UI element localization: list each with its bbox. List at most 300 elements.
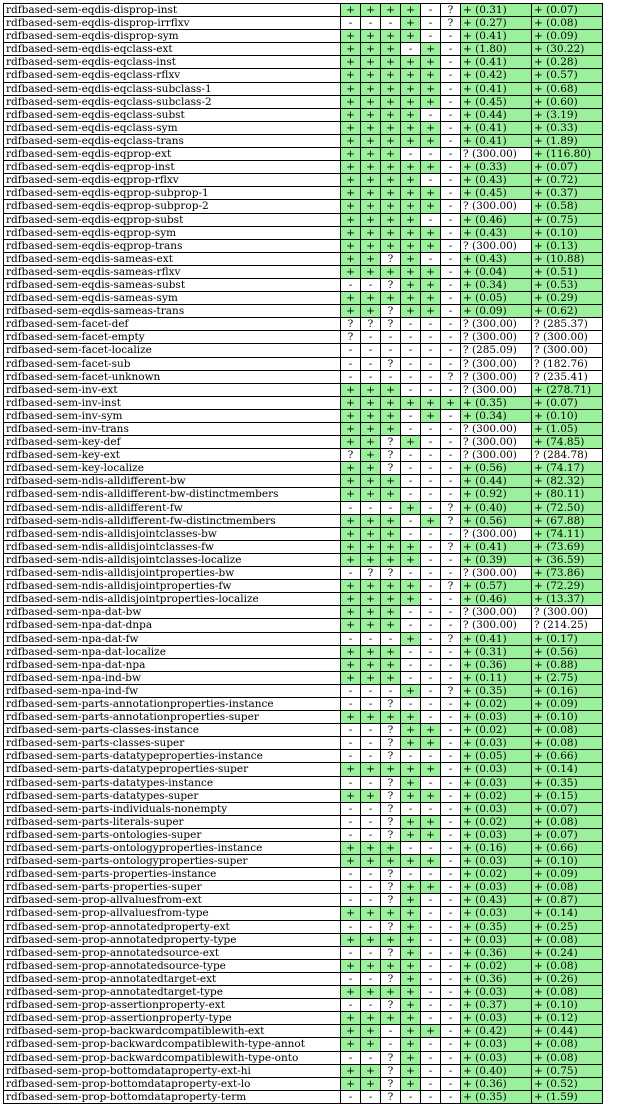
result-cell: + bbox=[421, 69, 441, 82]
result-cell: + bbox=[361, 409, 381, 422]
result-cell: - bbox=[421, 108, 441, 121]
timing-cell: + (0.43) bbox=[461, 894, 532, 907]
result-cell: + bbox=[341, 462, 361, 475]
timing-cell: + (0.52) bbox=[532, 1077, 603, 1090]
result-cell: + bbox=[401, 30, 421, 43]
test-name-cell: rdfbased-sem-key-ext bbox=[4, 449, 341, 462]
test-name-cell: rdfbased-sem-prop-backwardcompatiblewith-type-annot bbox=[4, 1038, 341, 1051]
result-cell: - bbox=[441, 881, 461, 894]
timing-cell: ? (285.37) bbox=[532, 318, 603, 331]
table-row bbox=[4, 1090, 603, 1103]
timing-cell: + (0.44) bbox=[532, 1025, 603, 1038]
test-name-cell: rdfbased-sem-eqdis-eqclass-rflxv bbox=[4, 69, 341, 82]
result-cell: + bbox=[341, 593, 361, 606]
result-cell: + bbox=[381, 4, 401, 17]
result-cell: + bbox=[381, 56, 401, 69]
result-cell: + bbox=[421, 239, 441, 252]
result-cell: + bbox=[401, 855, 421, 868]
timing-cell: + (0.08) bbox=[532, 1051, 603, 1064]
timing-cell: ? (300.00) bbox=[461, 436, 532, 449]
timing-cell: + (0.41) bbox=[461, 30, 532, 43]
result-cell: + bbox=[401, 187, 421, 200]
table-row bbox=[4, 737, 603, 750]
timing-cell: + (0.03) bbox=[461, 855, 532, 868]
timing-cell: + (0.35) bbox=[532, 776, 603, 789]
result-cell: + bbox=[361, 292, 381, 305]
table-row bbox=[4, 462, 603, 475]
result-cell: - bbox=[421, 252, 441, 265]
timing-cell: + (0.09) bbox=[532, 868, 603, 881]
timing-cell: + (0.07) bbox=[532, 161, 603, 174]
result-cell: ? bbox=[381, 828, 401, 841]
result-cell: + bbox=[381, 82, 401, 95]
result-cell: - bbox=[361, 357, 381, 370]
timing-cell: + (0.46) bbox=[461, 213, 532, 226]
result-cell: - bbox=[381, 632, 401, 645]
timing-cell: ? (300.00) bbox=[461, 148, 532, 161]
test-name-cell: rdfbased-sem-prop-allvaluesfrom-type bbox=[4, 907, 341, 920]
result-cell: + bbox=[341, 658, 361, 671]
timing-cell: ? (284.78) bbox=[532, 449, 603, 462]
table-row bbox=[4, 802, 603, 815]
result-cell: + bbox=[381, 396, 401, 409]
table-row bbox=[4, 30, 603, 43]
result-cell: + bbox=[361, 1064, 381, 1077]
result-cell: ? bbox=[381, 750, 401, 763]
result-cell: + bbox=[341, 108, 361, 121]
result-cell: + bbox=[401, 95, 421, 108]
result-cell: + bbox=[381, 514, 401, 527]
result-cell: ? bbox=[381, 789, 401, 802]
result-cell: + bbox=[361, 1038, 381, 1051]
table-row bbox=[4, 134, 603, 147]
result-cell: - bbox=[441, 200, 461, 213]
result-cell: + bbox=[361, 174, 381, 187]
result-cell: - bbox=[401, 1090, 421, 1103]
table-row bbox=[4, 946, 603, 959]
result-cell: - bbox=[441, 121, 461, 134]
test-name-cell: rdfbased-sem-parts-properties-instance bbox=[4, 868, 341, 881]
result-cell: + bbox=[361, 527, 381, 540]
results-table-body bbox=[4, 4, 603, 1104]
result-cell: + bbox=[341, 252, 361, 265]
result-cell: - bbox=[421, 501, 441, 514]
timing-cell: + (0.03) bbox=[461, 776, 532, 789]
result-cell: - bbox=[381, 1038, 401, 1051]
result-cell: + bbox=[361, 462, 381, 475]
table-row bbox=[4, 200, 603, 213]
timing-cell: + (0.12) bbox=[532, 1012, 603, 1025]
table-row bbox=[4, 43, 603, 56]
timing-cell: + (0.75) bbox=[532, 213, 603, 226]
timing-cell: + (0.03) bbox=[461, 1038, 532, 1051]
test-name-cell: rdfbased-sem-prop-annotatedtarget-type bbox=[4, 986, 341, 999]
result-cell: + bbox=[341, 409, 361, 422]
result-cell: + bbox=[361, 436, 381, 449]
timing-cell: + (0.02) bbox=[461, 815, 532, 828]
result-cell: + bbox=[401, 986, 421, 999]
result-cell: - bbox=[441, 344, 461, 357]
result-cell: + bbox=[401, 540, 421, 553]
result-cell: + bbox=[401, 815, 421, 828]
result-cell: + bbox=[401, 213, 421, 226]
result-cell: - bbox=[401, 449, 421, 462]
table-row bbox=[4, 187, 603, 200]
table-row bbox=[4, 383, 603, 396]
result-cell: ? bbox=[381, 776, 401, 789]
result-cell: + bbox=[361, 30, 381, 43]
result-cell: + bbox=[361, 619, 381, 632]
result-cell: - bbox=[341, 920, 361, 933]
result-cell: ? bbox=[381, 436, 401, 449]
test-name-cell: rdfbased-sem-eqdis-eqclass-sym bbox=[4, 121, 341, 134]
test-name-cell: rdfbased-sem-ndis-alldisjointproperties-bw bbox=[4, 567, 341, 580]
result-cell: - bbox=[401, 567, 421, 580]
result-cell: - bbox=[441, 305, 461, 318]
result-cell: + bbox=[421, 724, 441, 737]
result-cell: - bbox=[401, 383, 421, 396]
result-cell: + bbox=[401, 632, 421, 645]
test-name-cell: rdfbased-sem-parts-literals-super bbox=[4, 815, 341, 828]
result-cell: - bbox=[401, 750, 421, 763]
timing-cell: + (0.16) bbox=[532, 684, 603, 697]
result-cell: + bbox=[421, 1025, 441, 1038]
result-cell: ? bbox=[381, 449, 401, 462]
result-cell: - bbox=[441, 318, 461, 331]
result-cell: + bbox=[381, 43, 401, 56]
test-name-cell: rdfbased-sem-eqdis-sameas-ext bbox=[4, 252, 341, 265]
result-cell: - bbox=[441, 802, 461, 815]
result-cell: - bbox=[341, 344, 361, 357]
result-cell: - bbox=[341, 737, 361, 750]
result-cell: + bbox=[361, 161, 381, 174]
result-cell: - bbox=[441, 894, 461, 907]
timing-cell: + (0.10) bbox=[532, 999, 603, 1012]
result-cell: + bbox=[401, 501, 421, 514]
result-cell: - bbox=[401, 606, 421, 619]
test-name-cell: rdfbased-sem-parts-annotationproperties-instance bbox=[4, 697, 341, 710]
result-cell: - bbox=[341, 357, 361, 370]
result-cell: + bbox=[341, 842, 361, 855]
result-cell: - bbox=[361, 331, 381, 344]
result-cell: + bbox=[341, 226, 361, 239]
table-row bbox=[4, 632, 603, 645]
result-cell: - bbox=[401, 409, 421, 422]
result-cell: + bbox=[361, 986, 381, 999]
test-name-cell: rdfbased-sem-facet-localize bbox=[4, 344, 341, 357]
result-cell: + bbox=[401, 959, 421, 972]
result-cell: - bbox=[441, 1077, 461, 1090]
result-cell: + bbox=[381, 226, 401, 239]
result-cell: + bbox=[341, 82, 361, 95]
result-cell: + bbox=[381, 475, 401, 488]
results-table bbox=[3, 3, 603, 1104]
result-cell: - bbox=[441, 278, 461, 291]
result-cell: + bbox=[341, 606, 361, 619]
result-cell: ? bbox=[341, 449, 361, 462]
result-cell: - bbox=[361, 697, 381, 710]
result-cell: + bbox=[381, 907, 401, 920]
result-cell: ? bbox=[441, 501, 461, 514]
result-cell: ? bbox=[441, 684, 461, 697]
timing-cell: + (0.08) bbox=[532, 986, 603, 999]
result-cell: - bbox=[401, 462, 421, 475]
result-cell: ? bbox=[441, 540, 461, 553]
result-cell: - bbox=[421, 357, 441, 370]
timing-cell: + (0.35) bbox=[461, 396, 532, 409]
result-cell: + bbox=[341, 305, 361, 318]
timing-cell: + (0.08) bbox=[532, 17, 603, 30]
result-cell: + bbox=[361, 475, 381, 488]
table-row bbox=[4, 999, 603, 1012]
test-name-cell: rdfbased-sem-parts-datatypeproperties-super bbox=[4, 763, 341, 776]
test-name-cell: rdfbased-sem-ndis-alldifferent-fw-distinctmembers bbox=[4, 514, 341, 527]
result-cell: + bbox=[381, 383, 401, 396]
result-cell: - bbox=[421, 697, 441, 710]
table-row bbox=[4, 501, 603, 514]
result-cell: - bbox=[401, 802, 421, 815]
timing-cell: + (73.86) bbox=[532, 567, 603, 580]
result-cell: + bbox=[361, 187, 381, 200]
result-cell: + bbox=[361, 671, 381, 684]
table-row bbox=[4, 161, 603, 174]
result-cell: - bbox=[421, 946, 441, 959]
result-cell: - bbox=[441, 1038, 461, 1051]
timing-cell: + (0.07) bbox=[532, 828, 603, 841]
result-cell: + bbox=[401, 1025, 421, 1038]
result-cell: + bbox=[381, 527, 401, 540]
result-cell: + bbox=[341, 475, 361, 488]
timing-cell: + (0.41) bbox=[461, 56, 532, 69]
test-name-cell: rdfbased-sem-npa-dat-bw bbox=[4, 606, 341, 619]
timing-cell: + (0.10) bbox=[532, 409, 603, 422]
result-cell: + bbox=[401, 1051, 421, 1064]
test-name-cell: rdfbased-sem-ndis-alldisjointclasses-bw bbox=[4, 527, 341, 540]
result-cell: - bbox=[361, 868, 381, 881]
table-row bbox=[4, 252, 603, 265]
result-cell: - bbox=[361, 344, 381, 357]
result-cell: - bbox=[441, 527, 461, 540]
result-cell: + bbox=[341, 1012, 361, 1025]
result-cell: + bbox=[381, 540, 401, 553]
timing-cell: + (0.09) bbox=[532, 697, 603, 710]
timing-cell: + (0.17) bbox=[532, 632, 603, 645]
table-row bbox=[4, 318, 603, 331]
test-name-cell: rdfbased-sem-parts-classes-instance bbox=[4, 724, 341, 737]
result-cell: - bbox=[421, 802, 441, 815]
result-cell: - bbox=[341, 567, 361, 580]
test-name-cell: rdfbased-sem-eqdis-disprop-sym bbox=[4, 30, 341, 43]
result-cell: - bbox=[421, 475, 441, 488]
result-cell: + bbox=[401, 946, 421, 959]
timing-cell: ? (300.00) bbox=[461, 423, 532, 436]
result-cell: + bbox=[341, 200, 361, 213]
result-cell: - bbox=[421, 540, 441, 553]
timing-cell: + (0.39) bbox=[461, 553, 532, 566]
table-row bbox=[4, 488, 603, 501]
result-cell: + bbox=[361, 580, 381, 593]
timing-cell: + (0.56) bbox=[461, 514, 532, 527]
result-cell: - bbox=[441, 108, 461, 121]
table-row bbox=[4, 331, 603, 344]
result-cell: + bbox=[341, 671, 361, 684]
timing-cell: + (0.41) bbox=[461, 134, 532, 147]
timing-cell: + (0.37) bbox=[532, 187, 603, 200]
result-cell: - bbox=[441, 619, 461, 632]
result-cell: + bbox=[341, 789, 361, 802]
result-cell: - bbox=[381, 331, 401, 344]
result-cell: - bbox=[441, 1090, 461, 1103]
result-cell: + bbox=[401, 920, 421, 933]
timing-cell: ? (300.00) bbox=[461, 357, 532, 370]
result-cell: + bbox=[341, 959, 361, 972]
timing-cell: + (0.03) bbox=[461, 933, 532, 946]
result-cell: + bbox=[361, 763, 381, 776]
result-cell: - bbox=[441, 449, 461, 462]
test-name-cell: rdfbased-sem-facet-def bbox=[4, 318, 341, 331]
table-row bbox=[4, 907, 603, 920]
table-row bbox=[4, 671, 603, 684]
result-cell: + bbox=[421, 763, 441, 776]
result-cell: + bbox=[361, 4, 381, 17]
result-cell: - bbox=[441, 462, 461, 475]
result-cell: - bbox=[441, 1012, 461, 1025]
result-cell: + bbox=[421, 43, 441, 56]
result-cell: - bbox=[421, 1090, 441, 1103]
result-cell: - bbox=[341, 370, 361, 383]
result-cell: ? bbox=[381, 318, 401, 331]
result-cell: ? bbox=[441, 4, 461, 17]
test-name-cell: rdfbased-sem-inv-trans bbox=[4, 423, 341, 436]
result-cell: - bbox=[441, 187, 461, 200]
result-cell: - bbox=[421, 331, 441, 344]
result-cell: - bbox=[421, 174, 441, 187]
result-cell: ? bbox=[341, 331, 361, 344]
result-cell: ? bbox=[441, 370, 461, 383]
result-cell: ? bbox=[381, 972, 401, 985]
timing-cell: ? (300.00) bbox=[532, 331, 603, 344]
result-cell: + bbox=[381, 95, 401, 108]
test-name-cell: rdfbased-sem-eqdis-eqprop-rflxv bbox=[4, 174, 341, 187]
timing-cell: + (0.36) bbox=[461, 1077, 532, 1090]
table-row bbox=[4, 593, 603, 606]
test-name-cell: rdfbased-sem-parts-ontologies-super bbox=[4, 828, 341, 841]
test-name-cell: rdfbased-sem-parts-properties-super bbox=[4, 881, 341, 894]
timing-cell: + (0.03) bbox=[461, 881, 532, 894]
result-cell: + bbox=[421, 121, 441, 134]
result-cell: - bbox=[441, 907, 461, 920]
result-cell: + bbox=[341, 43, 361, 56]
test-name-cell: rdfbased-sem-prop-backwardcompatiblewith-type-onto bbox=[4, 1051, 341, 1064]
result-cell: + bbox=[341, 527, 361, 540]
test-name-cell: rdfbased-sem-ndis-alldisjointproperties-fw bbox=[4, 580, 341, 593]
result-cell: + bbox=[341, 213, 361, 226]
timing-cell: + (0.10) bbox=[532, 226, 603, 239]
result-cell: + bbox=[361, 95, 381, 108]
result-cell: - bbox=[421, 986, 441, 999]
result-cell: - bbox=[361, 776, 381, 789]
timing-cell: + (0.45) bbox=[461, 187, 532, 200]
test-name-cell: rdfbased-sem-eqdis-sameas-sym bbox=[4, 292, 341, 305]
result-cell: + bbox=[381, 148, 401, 161]
result-cell: + bbox=[401, 933, 421, 946]
timing-cell: + (0.09) bbox=[461, 305, 532, 318]
result-cell: - bbox=[341, 946, 361, 959]
timing-cell: + (0.03) bbox=[461, 711, 532, 724]
result-cell: - bbox=[421, 632, 441, 645]
result-cell: - bbox=[441, 331, 461, 344]
result-cell: - bbox=[421, 1064, 441, 1077]
result-cell: + bbox=[421, 789, 441, 802]
result-cell: + bbox=[341, 239, 361, 252]
timing-cell: + (0.24) bbox=[532, 946, 603, 959]
result-cell: - bbox=[341, 999, 361, 1012]
timing-cell: + (0.53) bbox=[532, 278, 603, 291]
table-row bbox=[4, 527, 603, 540]
result-cell: + bbox=[401, 1012, 421, 1025]
result-cell: + bbox=[421, 881, 441, 894]
timing-cell: + (0.03) bbox=[461, 802, 532, 815]
result-cell: + bbox=[381, 187, 401, 200]
result-cell: - bbox=[441, 658, 461, 671]
result-cell: + bbox=[401, 82, 421, 95]
result-cell: + bbox=[361, 540, 381, 553]
result-cell: - bbox=[341, 632, 361, 645]
result-cell: - bbox=[341, 815, 361, 828]
result-cell: - bbox=[441, 1051, 461, 1064]
result-cell: - bbox=[421, 449, 441, 462]
result-cell: - bbox=[441, 1064, 461, 1077]
result-cell: + bbox=[381, 619, 401, 632]
timing-cell: ? (300.00) bbox=[461, 567, 532, 580]
result-cell: - bbox=[341, 868, 361, 881]
timing-cell: + (0.31) bbox=[461, 645, 532, 658]
result-cell: - bbox=[361, 278, 381, 291]
result-cell: - bbox=[341, 278, 361, 291]
table-row bbox=[4, 606, 603, 619]
result-cell: + bbox=[361, 383, 381, 396]
table-row bbox=[4, 514, 603, 527]
result-cell: - bbox=[421, 580, 441, 593]
table-row bbox=[4, 148, 603, 161]
result-cell: + bbox=[361, 1025, 381, 1038]
test-name-cell: rdfbased-sem-prop-annotatedsource-type bbox=[4, 959, 341, 972]
result-cell: ? bbox=[441, 580, 461, 593]
timing-cell: + (0.02) bbox=[461, 789, 532, 802]
table-row bbox=[4, 855, 603, 868]
result-cell: ? bbox=[381, 357, 401, 370]
table-row bbox=[4, 933, 603, 946]
result-cell: - bbox=[421, 645, 441, 658]
result-cell: - bbox=[441, 842, 461, 855]
test-name-cell: rdfbased-sem-eqdis-eqclass-subclass-1 bbox=[4, 82, 341, 95]
result-cell: - bbox=[361, 737, 381, 750]
result-cell: + bbox=[401, 278, 421, 291]
timing-cell: + (1.59) bbox=[532, 1090, 603, 1103]
timing-cell: + (0.07) bbox=[532, 396, 603, 409]
timing-cell: + (0.41) bbox=[461, 121, 532, 134]
result-cell: + bbox=[381, 658, 401, 671]
timing-cell: + (0.87) bbox=[532, 894, 603, 907]
table-row bbox=[4, 82, 603, 95]
result-cell: - bbox=[421, 1077, 441, 1090]
timing-cell: + (0.03) bbox=[461, 1012, 532, 1025]
result-cell: + bbox=[401, 1038, 421, 1051]
result-cell: + bbox=[361, 82, 381, 95]
result-cell: + bbox=[421, 737, 441, 750]
result-cell: + bbox=[341, 436, 361, 449]
test-name-cell: rdfbased-sem-npa-ind-bw bbox=[4, 671, 341, 684]
